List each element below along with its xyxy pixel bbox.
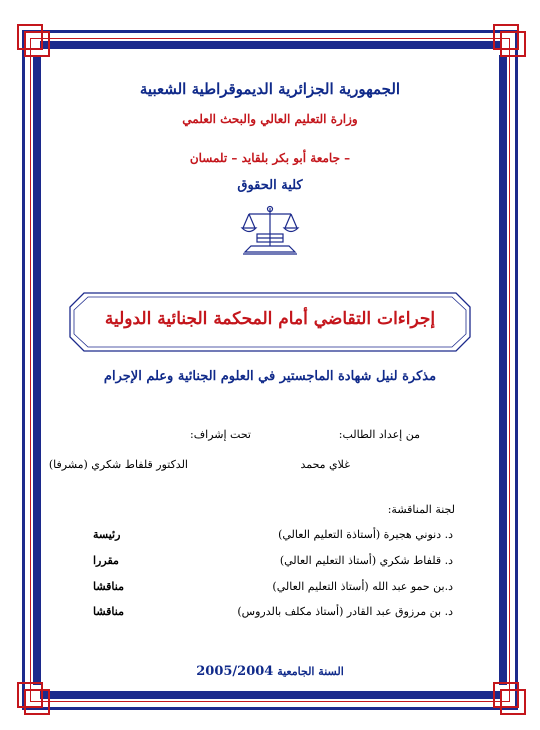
frame-bar-right [499, 55, 507, 685]
committee-row [93, 605, 453, 623]
committee-member-role: مناقشا [93, 605, 124, 618]
frame-corner-bottom-right [493, 682, 523, 712]
faculty-heading: كلية الحقوق [237, 178, 303, 193]
supervisor-name: الدكتور قلفاط شكري (مشرفا) [48, 458, 188, 471]
republic-heading: الجمهورية الجزائرية الديموقراطية الشعبية [139, 80, 401, 98]
prepared-by-label: من إعداد الطالب: [338, 428, 420, 441]
committee-member-name: د. دنوني هجيرة (أستاذة التعليم العالي) [278, 528, 453, 541]
frame-bar-left [33, 55, 41, 685]
thesis-subtitle: مذكرة لنيل شهادة الماجستير في العلوم الجنائية وعلم الإجرام [103, 369, 437, 384]
student-name: غلاي محمد [300, 458, 350, 471]
thesis-title: إجراءات التقاضي أمام المحكمة الجنائية الدولية [104, 309, 436, 329]
academic-year-label: السنة الجامعية [277, 665, 344, 678]
committee-member-name: د.بن حمو عبد الله (أستاذ التعليم العالي) [272, 580, 453, 593]
committee-member-name: د. بن مرزوق عبد القادر (أستاذ مكلف بالدروس) [237, 605, 453, 618]
committee-row [93, 528, 453, 546]
ministry-heading: وزارة التعليم العالي والبحث العلمي [182, 112, 358, 126]
university-heading: جامعة أبو بكر بلقايد – تلمسان – [189, 151, 351, 165]
thesis-title-box [66, 289, 474, 355]
frame-corner-bottom-left [17, 682, 47, 712]
frame-corner-top-left [17, 24, 47, 54]
academic-year [50, 664, 490, 679]
committee-member-name: د. قلفاط شكري (أستاذ التعليم العالي) [279, 554, 453, 567]
academic-year-value: 2005/2004 [196, 664, 274, 679]
committee-row [93, 554, 453, 572]
frame-bar-top [40, 41, 500, 49]
frame-bar-bottom [40, 691, 500, 699]
frame-corner-top-right [493, 24, 523, 54]
committee-row [93, 580, 453, 598]
committee-title: لجنة المناقشة: [387, 503, 455, 516]
scales-of-justice-icon [239, 204, 301, 256]
committee-member-role: مناقشا [93, 580, 124, 593]
committee-member-role: رئيسة [93, 528, 121, 541]
supervised-by-label: تحت إشراف: [190, 428, 251, 441]
committee-member-role: مقررا [93, 554, 119, 567]
